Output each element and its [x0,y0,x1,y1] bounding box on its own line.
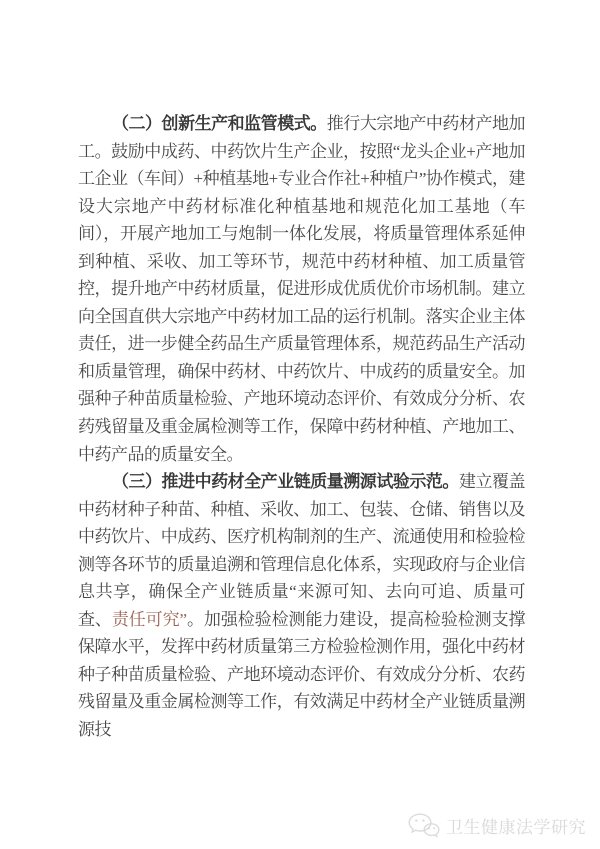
section-3-text-after-highlight: 。加强检验检测能力建设，提高检验检测支撑保障水平，发挥中药材质量第三方检验检测作用，强化中药材种子种苗质量检验、产地环境动态评价、有效成分分析、农药残留量及重金属检测等工作，有效满足中药材全产业链质量溯源技 [78,609,526,740]
section-3-heading: （三）推进中药材全产业链质量溯源试验示范。 [112,472,459,492]
watermark-label: 卫生健康法学研究 [446,818,586,837]
section-2-text: 推行大宗地产中药材产地加工。鼓励中成药、中药饮片生产企业，按照“龙头企业+产地加工企业（车间）+种植基地+专业合作社+种植户”协作模式，建设大宗地产中药材标准化种植基地和规范化加工基地（车间），开展产地加工与炮制一体化发展，将质量管理体系延伸到种植、采收、加工等环节，规范中药材种植、加工质量管控，提升地产中药材质量，促进形成优质优价市场机制。建立向全国直供大宗地产中药材加工品的运行机制。落实企业主体责任，进一步健全药品生产质量管理体系，规范药品生产活动和质量管理，确保中药材、中药饮片、中成药的质量安全。加强种子种苗质量检验、产地环境动态评价、有效成分分析、农药残留量及重金属检测等工作，保障中药材种植、产地加工、中药产品的质量安全。 [78,114,526,464]
section-3-highlighted-phrase: 责任可究” [111,609,187,629]
document-body [78,110,525,744]
wechat-logo-icon [408,813,440,838]
paragraph-section-2 [78,110,525,468]
section-2-heading: （二）创新生产和监管模式。 [112,114,327,133]
paragraph-section-3 [78,468,525,743]
section-3-text-before-highlight: 建立覆盖中药材种子种苗、种植、采收、加工、包装、仓储、销售以及中药饮片、中成药、医疗机构制剂的生产、流通使用和检验检测等各环节的质量追溯和管理信息化体系，实现政府与企业信息共享，确保全产业链质量“来源可知、去向可追、质量可查、 [78,472,525,629]
watermark [408,813,586,838]
